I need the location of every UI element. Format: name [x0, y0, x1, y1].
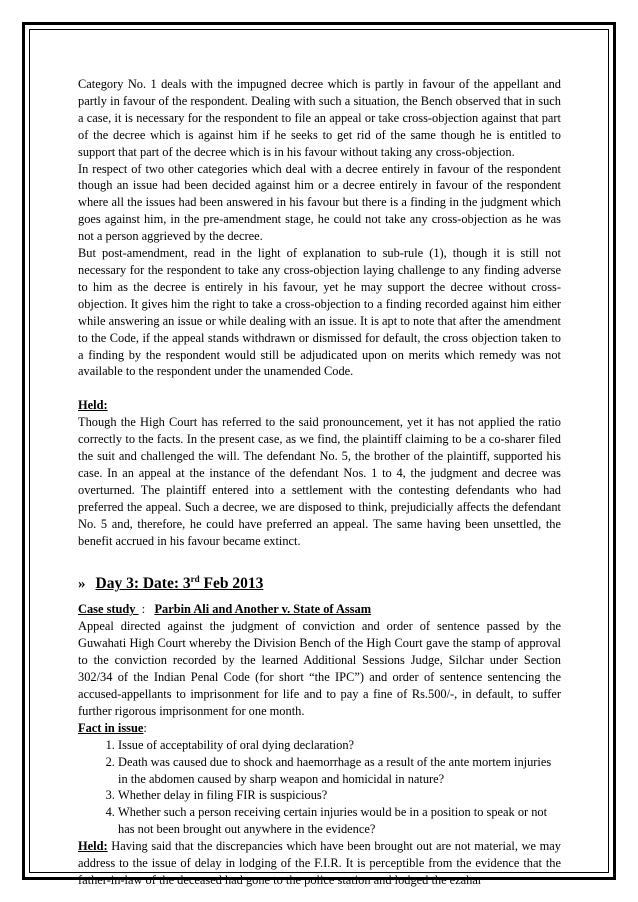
list-item: 3. Whether delay in filing FIR is suspicious?	[118, 787, 561, 804]
list-item: 1. Issue of acceptability of oral dying declaration?	[118, 737, 561, 754]
fact-heading: Fact in issue:	[78, 720, 147, 735]
case-study-text: Appeal directed against the judgment of conviction and order of sentence passed by the Guwahati High Court whereby the Division Bench of the High Court gave the stamp of approval to the conviction recorded by the learned Additional Sessions Judge, Silchar under Section 302/34 of the Indian Penal Code (for short “the IPC”) and order of sentence sentencing the accused-appellants to imprisonment for life and to pay a fine of Rs.500/-, in default, to suffer further rigorous imprisonment for one month.	[78, 619, 561, 718]
case-study-line: Case study : Parbin Ali and Another v. State of Assam	[78, 602, 372, 617]
day-heading: » Day 3: Date: 3rd Feb 2013	[78, 573, 561, 595]
held-heading: Held:	[78, 398, 108, 413]
document-body	[78, 76, 561, 889]
case-study-title: Parbin Ali and Another v. State of Assam	[154, 602, 372, 617]
double-chevron-icon: »	[78, 576, 86, 593]
held-text: Though the High Court has referred to the said pronouncement, yet it has not applied the ratio correctly to the facts. In the present case, as we find, the plaintiff claiming to be a co-sharer filed the suit and challenged the will. The defendant No. 5, the brother of the plaintiff, supported his case. In an appeal at the instance of the defendant Nos. 1 to 4, the judgment and decree was overturned. The plaintiff entered into a settlement with the contesting defendants who had preferred the appeal. Such a decree, we are disposed to think, prejudicially affects the defendant No. 5 and, therefore, he could have preferred an appeal. The same having been unsettled, the benefit accrued in his favour became extinct.	[78, 415, 561, 548]
list-item: 2. Death was caused due to shock and haemorrhage as a result of the ante mortem injuries in the abdomen caused by sharp weapon and homicidal in nature?	[118, 754, 561, 788]
list-item: 4. Whether such a person receiving certain injuries would be in a position to speak or not has not been brought out anywhere in the evidence?	[118, 804, 561, 838]
paragraph: Category No. 1 deals with the impugned decree which is partly in favour of the appellant and partly in favour of the respondent. Dealing with such a situation, the Bench observed that in such a case, it is necessary for the respondent to file an appeal or take cross-objection against that part of the decree which is against him if he seeks to get rid of the same though he is entitled to support that part of the decree which is in his favour without taking any cross-objection.	[78, 77, 561, 159]
paragraph: But post-amendment, read in the light of explanation to sub-rule (1), though it is still not necessary for the respondent to take any cross-objection laying challenge to any finding adverse to him as the decree is entirely in his favour, yet he may support the decree without cross-objection. It gives him the right to take a cross-objection to a finding recorded against him either while answering an issue or while dealing with an issue. It is apt to note that after the amendment to the Code, if the appeal stands withdrawn or dismissed for default, the cross objection taken to a finding by the respondent would still be adjudicated upon on merits which remedy was not available to the respondent under the unamended Code.	[78, 246, 561, 379]
held-text-2: Held: Having said that the discrepancies which have been brought out are not material, we may address to the issue of delay in lodging of the F.I.R. It is perceptible from the evidence that the father-in-law of the deceased had gone to the police station and lodged the ezahar	[78, 839, 561, 887]
fact-list	[78, 737, 561, 838]
paragraph: In respect of two other categories which deal with a decree entirely in favour of the respondent though an issue had been decided against him or a decree entirely in favour of the respondent where all the issues had been answered in his favour but there is a finding in the judgment which goes against him, in the pre-amendment stage, he could not take any cross-objection as he was not a person aggrieved by the decree.	[78, 161, 561, 244]
